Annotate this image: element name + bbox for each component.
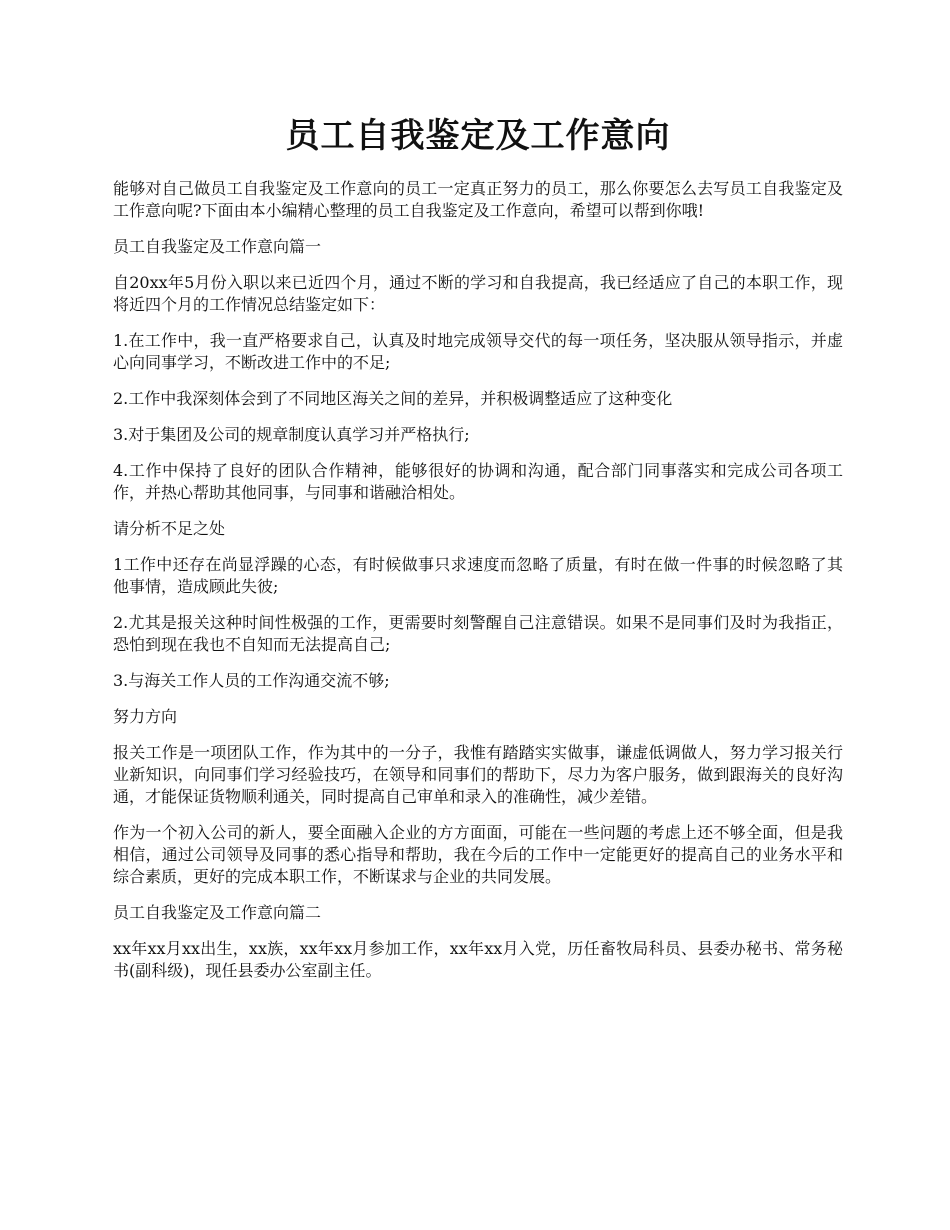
- list-item: 1工作中还存在尚显浮躁的心态，有时候做事只求速度而忽略了质量，有时在做一件事的时候忽略了其他事情，造成顾此失彼;: [113, 555, 843, 596]
- section-heading-shortcomings: 请分析不足之处: [113, 519, 226, 538]
- list-item: 2.工作中我深刻体会到了不同地区海关之间的差异，并积极调整适应了这种变化: [113, 389, 673, 408]
- document-title: 员工自我鉴定及工作意向: [285, 116, 671, 156]
- paragraph: xx年xx月xx出生，xx族，xx年xx月参加工作，xx年xx月入党，历任畜牧局科员、县委办秘书、常务秘书(副科级)，现任县委办公室副主任。: [113, 939, 843, 980]
- list-item: 4.工作中保持了良好的团队合作精神，能够很好的协调和沟通，配合部门同事落实和完成公司各项工作，并热心帮助其他同事，与同事和谐融洽相处。: [113, 461, 843, 502]
- paragraph: 报关工作是一项团队工作，作为其中的一分子，我惟有踏踏实实做事，谦虚低调做人，努力学习报关行业新知识，向同事们学习经验技巧，在领导和同事们的帮助下，尽力为客户服务，做到跟海关的良好沟通，才能保证货物顺利通关，同时提高自己审单和录入的准确性，减少差错。: [113, 743, 843, 806]
- intro-paragraph: 能够对自己做员工自我鉴定及工作意向的员工一定真正努力的员工，那么你要怎么去写员工自我鉴定及工作意向呢?下面由本小编精心整理的员工自我鉴定及工作意向，希望可以帮到你哦!: [113, 179, 843, 220]
- document-page: [113, 112, 843, 996]
- paragraph: 自20xx年5月份入职以来已近四个月，通过不断的学习和自我提高，我已经适应了自己的本职工作，现将近四个月的工作情况总结鉴定如下：: [113, 273, 843, 314]
- section-heading-part-one: 员工自我鉴定及工作意向篇一: [113, 237, 322, 256]
- list-item: 1.在工作中，我一直严格要求自己，认真及时地完成领导交代的每一项任务，坚决服从领导指示，并虚心向同事学习，不断改进工作中的不足;: [113, 331, 843, 372]
- list-item: 2.尤其是报关这种时间性极强的工作，更需要时刻警醒自己注意错误。如果不是同事们及时为我指正，恐怕到现在我也不自知而无法提高自己;: [113, 613, 843, 654]
- paragraph: 作为一个初入公司的新人，要全面融入企业的方方面面，可能在一些问题的考虑上还不够全面，但是我相信，通过公司领导及同事的悉心指导和帮助，我在今后的工作中一定能更好的提高自己的业务水平和综合素质，更好的完成本职工作，不断谋求与企业的共同发展。: [113, 823, 843, 886]
- section-heading-part-two: 员工自我鉴定及工作意向篇二: [113, 903, 322, 922]
- list-item: 3.对于集团及公司的规章制度认真学习并严格执行;: [113, 425, 470, 444]
- list-item: 3.与海关工作人员的工作沟通交流不够;: [113, 671, 390, 690]
- section-heading-direction: 努力方向: [113, 707, 178, 726]
